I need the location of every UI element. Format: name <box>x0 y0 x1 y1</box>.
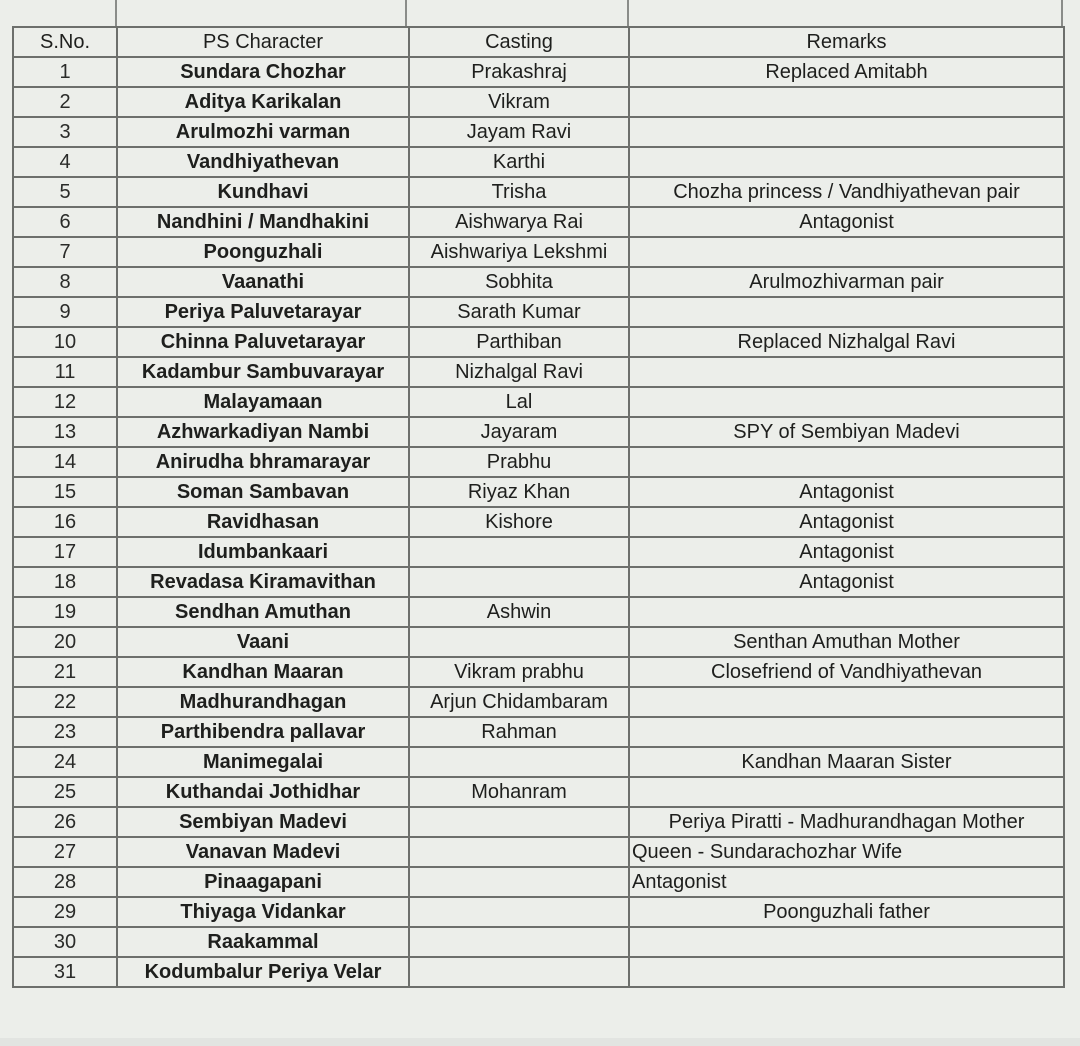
cell-casting[interactable]: Riyaz Khan <box>409 477 629 507</box>
cell-character[interactable]: Chinna Paluvetarayar <box>117 327 409 357</box>
gridline <box>115 0 117 26</box>
cell-casting[interactable]: Mohanram <box>409 777 629 807</box>
cell-casting[interactable]: Jayaram <box>409 417 629 447</box>
header-casting[interactable]: Casting <box>409 27 629 57</box>
cell-character[interactable]: Anirudha bhramarayar <box>117 447 409 477</box>
cell-sno[interactable]: 6 <box>13 207 117 237</box>
cell-casting[interactable] <box>409 957 629 987</box>
cell-casting[interactable]: Sobhita <box>409 267 629 297</box>
cell-character[interactable]: Vaanathi <box>117 267 409 297</box>
table-row <box>13 867 1064 897</box>
cell-remarks[interactable] <box>629 357 1064 387</box>
cell-sno[interactable]: 5 <box>13 177 117 207</box>
table-row <box>13 927 1064 957</box>
table-row <box>13 657 1064 687</box>
cell-character[interactable]: Periya Paluvetarayar <box>117 297 409 327</box>
cell-remarks[interactable] <box>629 87 1064 117</box>
gridline <box>627 0 629 26</box>
cell-sno[interactable]: 9 <box>13 297 117 327</box>
cast-table-body <box>13 27 1064 987</box>
table-row <box>13 447 1064 477</box>
cell-remarks[interactable]: Antagonist <box>629 867 1064 897</box>
cell-sno[interactable]: 20 <box>13 627 117 657</box>
cell-sno[interactable]: 4 <box>13 147 117 177</box>
cell-remarks[interactable] <box>629 237 1064 267</box>
table-row <box>13 57 1064 87</box>
cell-character[interactable]: Sendhan Amuthan <box>117 597 409 627</box>
cell-sno[interactable]: 19 <box>13 597 117 627</box>
cell-character[interactable]: Vandhiyathevan <box>117 147 409 177</box>
cell-casting[interactable]: Nizhalgal Ravi <box>409 357 629 387</box>
cell-character[interactable]: Vanavan Madevi <box>117 837 409 867</box>
cell-character[interactable]: Kundhavi <box>117 177 409 207</box>
cell-casting[interactable]: Kishore <box>409 507 629 537</box>
table-row <box>13 297 1064 327</box>
cell-remarks[interactable] <box>629 117 1064 147</box>
cell-sno[interactable]: 8 <box>13 267 117 297</box>
cell-character[interactable]: Kandhan Maaran <box>117 657 409 687</box>
cell-sno[interactable]: 14 <box>13 447 117 477</box>
table-row <box>13 897 1064 927</box>
cell-remarks[interactable]: Periya Piratti - Madhurandhagan Mother <box>629 807 1064 837</box>
cell-sno[interactable]: 31 <box>13 957 117 987</box>
cell-remarks[interactable] <box>629 297 1064 327</box>
cell-sno[interactable]: 28 <box>13 867 117 897</box>
cell-casting[interactable]: Prakashraj <box>409 57 629 87</box>
table-row <box>13 267 1064 297</box>
table-row <box>13 507 1064 537</box>
cell-remarks[interactable]: Antagonist <box>629 477 1064 507</box>
table-row <box>13 87 1064 117</box>
cell-character[interactable]: Parthibendra pallavar <box>117 717 409 747</box>
table-row <box>13 957 1064 987</box>
cell-remarks[interactable] <box>629 957 1064 987</box>
cell-remarks[interactable]: Closefriend of Vandhiyathevan <box>629 657 1064 687</box>
gridline <box>1061 0 1063 26</box>
cell-sno[interactable]: 25 <box>13 777 117 807</box>
cell-sno[interactable]: 24 <box>13 747 117 777</box>
table-row <box>13 687 1064 717</box>
cell-sno[interactable]: 23 <box>13 717 117 747</box>
cell-character[interactable]: Madhurandhagan <box>117 687 409 717</box>
cell-sno[interactable]: 30 <box>13 927 117 957</box>
cell-casting[interactable]: Ashwin <box>409 597 629 627</box>
cell-remarks[interactable]: Antagonist <box>629 567 1064 597</box>
cell-casting[interactable]: Rahman <box>409 717 629 747</box>
header-sno[interactable]: S.No. <box>13 27 117 57</box>
header-character[interactable]: PS Character <box>117 27 409 57</box>
cell-remarks[interactable]: Chozha princess / Vandhiyathevan pair <box>629 177 1064 207</box>
cell-remarks[interactable] <box>629 687 1064 717</box>
cell-sno[interactable]: 1 <box>13 57 117 87</box>
table-row <box>13 327 1064 357</box>
cell-sno[interactable]: 16 <box>13 507 117 537</box>
cell-character[interactable]: Sundara Chozhar <box>117 57 409 87</box>
cell-casting[interactable] <box>409 747 629 777</box>
cell-character[interactable]: Nandhini / Mandhakini <box>117 207 409 237</box>
cell-remarks[interactable] <box>629 387 1064 417</box>
cell-remarks[interactable]: Arulmozhivarman pair <box>629 267 1064 297</box>
table-row <box>13 717 1064 747</box>
table-row <box>13 807 1064 837</box>
cell-remarks[interactable]: Antagonist <box>629 537 1064 567</box>
cell-remarks[interactable] <box>629 147 1064 177</box>
cell-casting[interactable] <box>409 537 629 567</box>
table-row <box>13 747 1064 777</box>
cell-remarks[interactable]: Kandhan Maaran Sister <box>629 747 1064 777</box>
cell-casting[interactable]: Arjun Chidambaram <box>409 687 629 717</box>
cell-sno[interactable]: 12 <box>13 387 117 417</box>
table-row <box>13 387 1064 417</box>
cell-casting[interactable]: Sarath Kumar <box>409 297 629 327</box>
cell-character[interactable]: Thiyaga Vidankar <box>117 897 409 927</box>
table-row <box>13 627 1064 657</box>
cell-sno[interactable]: 26 <box>13 807 117 837</box>
cell-character[interactable]: Raakammal <box>117 927 409 957</box>
cell-character[interactable]: Sembiyan Madevi <box>117 807 409 837</box>
cell-character[interactable]: Kadambur Sambuvarayar <box>117 357 409 387</box>
cell-character[interactable]: Soman Sambavan <box>117 477 409 507</box>
table-row <box>13 567 1064 597</box>
cell-sno[interactable]: 10 <box>13 327 117 357</box>
table-row <box>13 537 1064 567</box>
table-row <box>13 597 1064 627</box>
cell-character[interactable]: Ravidhasan <box>117 507 409 537</box>
table-row <box>13 177 1064 207</box>
cell-remarks[interactable]: Antagonist <box>629 207 1064 237</box>
cell-character[interactable]: Malayamaan <box>117 387 409 417</box>
gridline <box>405 0 407 26</box>
cell-casting[interactable]: Prabhu <box>409 447 629 477</box>
cell-casting[interactable] <box>409 897 629 927</box>
table-row <box>13 147 1064 177</box>
header-gridlines <box>0 0 1080 26</box>
table-row <box>13 237 1064 267</box>
cell-sno[interactable]: 3 <box>13 117 117 147</box>
table-row <box>13 357 1064 387</box>
table-row <box>13 417 1064 447</box>
table-row <box>13 837 1064 867</box>
cell-remarks[interactable]: SPY of Sembiyan Madevi <box>629 417 1064 447</box>
cell-sno[interactable]: 29 <box>13 897 117 927</box>
table-row <box>13 117 1064 147</box>
cell-sno[interactable]: 11 <box>13 357 117 387</box>
cell-remarks[interactable]: Replaced Amitabh <box>629 57 1064 87</box>
cell-remarks[interactable] <box>629 717 1064 747</box>
cell-casting[interactable] <box>409 567 629 597</box>
cell-casting[interactable]: Karthi <box>409 147 629 177</box>
cell-casting[interactable]: Aishwariya Lekshmi <box>409 237 629 267</box>
cell-casting[interactable] <box>409 627 629 657</box>
cell-character[interactable]: Vaani <box>117 627 409 657</box>
cell-casting[interactable]: Trisha <box>409 177 629 207</box>
bottom-edge <box>0 1038 1080 1046</box>
cell-remarks[interactable] <box>629 777 1064 807</box>
cell-casting[interactable] <box>409 837 629 867</box>
cell-sno[interactable]: 17 <box>13 537 117 567</box>
cell-character[interactable]: Arulmozhi varman <box>117 117 409 147</box>
cell-character[interactable]: Aditya Karikalan <box>117 87 409 117</box>
table-row <box>13 477 1064 507</box>
cell-casting[interactable] <box>409 807 629 837</box>
cell-casting[interactable]: Parthiban <box>409 327 629 357</box>
cell-character[interactable]: Azhwarkadiyan Nambi <box>117 417 409 447</box>
cell-remarks[interactable]: Poonguzhali father <box>629 897 1064 927</box>
cell-sno[interactable]: 21 <box>13 657 117 687</box>
cell-casting[interactable] <box>409 867 629 897</box>
cell-sno[interactable]: 22 <box>13 687 117 717</box>
cell-sno[interactable]: 13 <box>13 417 117 447</box>
cell-casting[interactable]: Aishwarya Rai <box>409 207 629 237</box>
cell-remarks[interactable] <box>629 447 1064 477</box>
cell-casting[interactable] <box>409 927 629 957</box>
cell-sno[interactable]: 2 <box>13 87 117 117</box>
cell-casting[interactable]: Vikram <box>409 87 629 117</box>
cell-remarks[interactable]: Queen - Sundarachozhar Wife <box>629 837 1064 867</box>
cell-sno[interactable]: 18 <box>13 567 117 597</box>
cell-remarks[interactable]: Senthan Amuthan Mother <box>629 627 1064 657</box>
cell-character[interactable]: Idumbankaari <box>117 537 409 567</box>
header-row <box>13 27 1064 57</box>
cell-casting[interactable]: Jayam Ravi <box>409 117 629 147</box>
cell-remarks[interactable]: Replaced Nizhalgal Ravi <box>629 327 1064 357</box>
table-row <box>13 207 1064 237</box>
cell-sno[interactable]: 27 <box>13 837 117 867</box>
cell-casting[interactable]: Lal <box>409 387 629 417</box>
cast-table <box>12 26 1065 988</box>
cell-character[interactable]: Manimegalai <box>117 747 409 777</box>
table-row <box>13 777 1064 807</box>
cell-character[interactable]: Revadasa Kiramavithan <box>117 567 409 597</box>
cell-character[interactable]: Pinaagapani <box>117 867 409 897</box>
cell-remarks[interactable] <box>629 597 1064 627</box>
header-remarks[interactable]: Remarks <box>629 27 1064 57</box>
cell-character[interactable]: Kodumbalur Periya Velar <box>117 957 409 987</box>
cell-character[interactable]: Kuthandai Jothidhar <box>117 777 409 807</box>
cell-sno[interactable]: 7 <box>13 237 117 267</box>
cell-remarks[interactable] <box>629 927 1064 957</box>
cell-sno[interactable]: 15 <box>13 477 117 507</box>
cell-character[interactable]: Poonguzhali <box>117 237 409 267</box>
cell-remarks[interactable]: Antagonist <box>629 507 1064 537</box>
cell-casting[interactable]: Vikram prabhu <box>409 657 629 687</box>
